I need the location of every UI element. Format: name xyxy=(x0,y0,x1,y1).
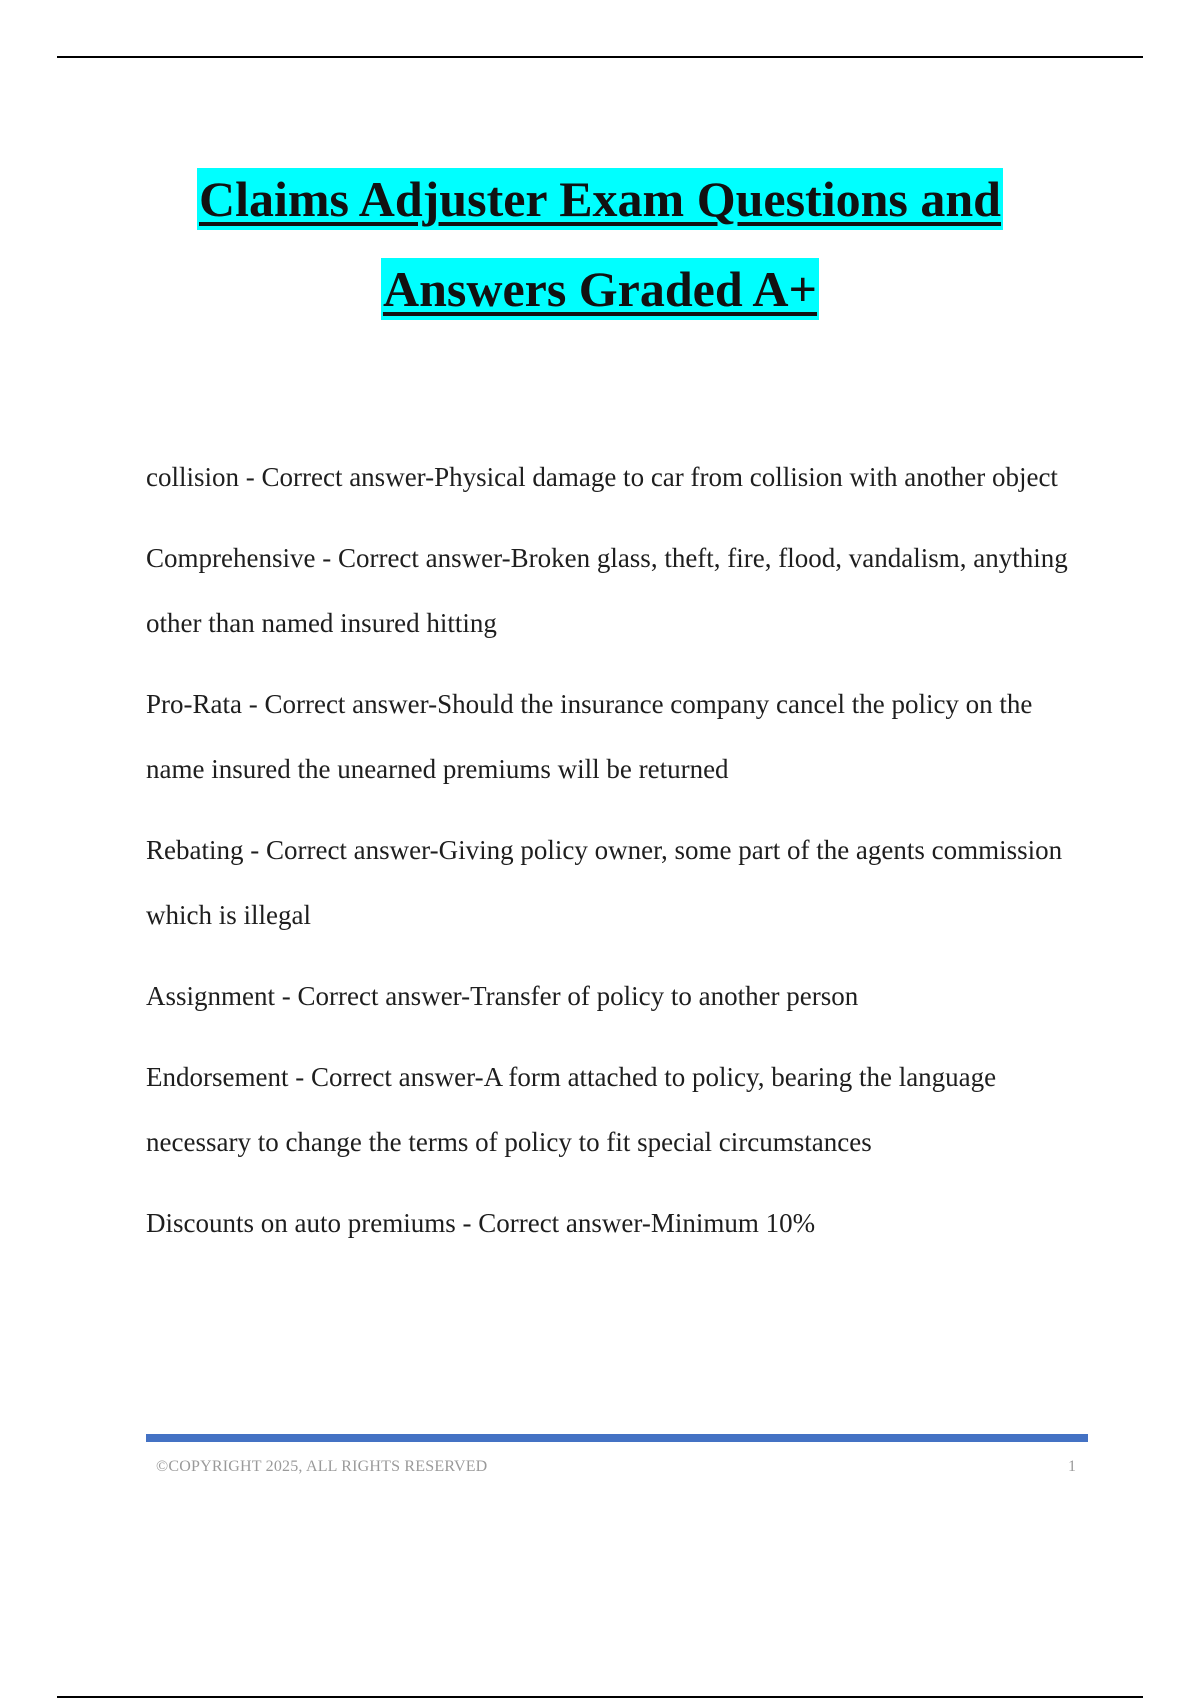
title-line-1: Claims Adjuster Exam Questions and xyxy=(197,168,1003,230)
qa-item: Comprehensive - Correct answer-Broken glass, theft, fire, flood, vandalism, anything other than named insured hitting xyxy=(146,543,1068,638)
qa-item: Discounts on auto premiums - Correct answer-Minimum 10% xyxy=(146,1208,816,1238)
page-number: 1 xyxy=(1068,1458,1076,1475)
footer-copyright: ©COPYRIGHT 2025, ALL RIGHTS RESERVED xyxy=(156,1458,488,1475)
document-title xyxy=(0,168,1200,320)
bottom-rule xyxy=(57,1696,1143,1698)
qa-item: collision - Correct answer-Physical damage to car from collision with another object xyxy=(146,462,1058,492)
title-line-2: Answers Graded A+ xyxy=(381,258,819,320)
qa-list xyxy=(146,445,1086,1272)
top-rule xyxy=(57,56,1143,58)
qa-item: Endorsement - Correct answer-A form attached to policy, bearing the language necessary to change the terms of policy to fit special circumstances xyxy=(146,1062,997,1157)
qa-item: Assignment - Correct answer-Transfer of policy to another person xyxy=(146,981,859,1011)
footer-bar xyxy=(146,1434,1088,1442)
qa-item: Rebating - Correct answer-Giving policy owner, some part of the agents commission which is illegal xyxy=(146,835,1063,930)
qa-item: Pro-Rata - Correct answer-Should the insurance company cancel the policy on the name insured the unearned premiums will be returned xyxy=(146,689,1033,784)
